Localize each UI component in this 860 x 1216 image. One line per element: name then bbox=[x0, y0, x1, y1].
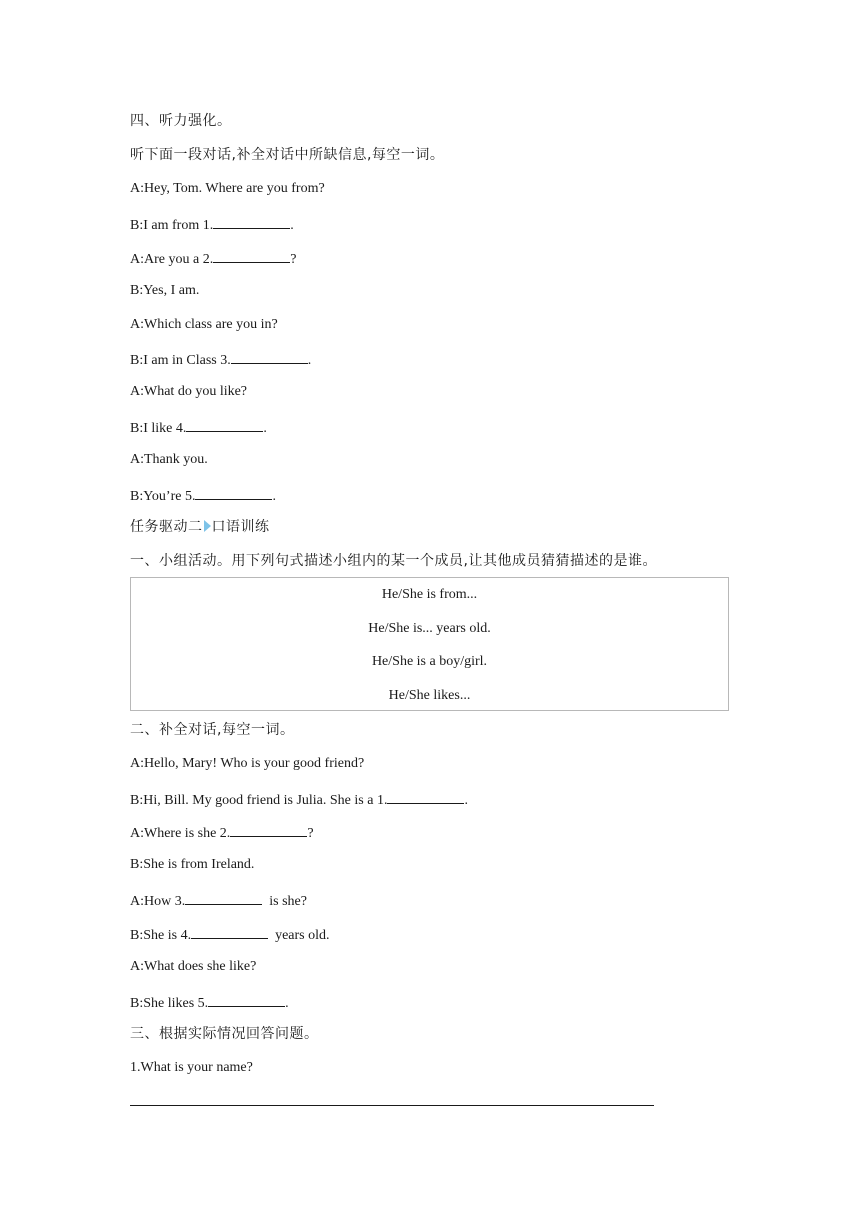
fill-blank[interactable] bbox=[208, 992, 285, 1007]
task-heading: 任务驱动二 口语训练 bbox=[130, 519, 270, 535]
part-heading: 二、补全对话,每空一词。 bbox=[130, 722, 295, 738]
fill-blank[interactable] bbox=[195, 485, 272, 500]
fill-blank[interactable] bbox=[213, 248, 290, 263]
dialogue-line: A:Which class are you in? bbox=[130, 317, 278, 332]
sentence-pattern: He/She likes... bbox=[388, 688, 471, 703]
section-heading: 四、听力强化。 bbox=[130, 113, 232, 129]
arrow-marker-icon bbox=[204, 520, 211, 532]
dialogue-line: A:What do you like? bbox=[130, 384, 248, 399]
fill-blank[interactable] bbox=[231, 349, 308, 364]
part-heading: 三、根据实际情况回答问题。 bbox=[130, 1026, 319, 1042]
instruction-text: 听下面一段对话,补全对话中所缺信息,每空一词。 bbox=[130, 147, 445, 163]
part-heading: 一、小组活动。用下列句式描述小组内的某一个成员,让其他成员猜猜描述的是谁。 bbox=[130, 553, 657, 569]
dialogue-line: B:I am from 1. . bbox=[130, 214, 294, 235]
fill-blank[interactable] bbox=[191, 924, 268, 939]
fill-blank[interactable] bbox=[230, 822, 307, 837]
dialogue-line: B:She is 4. years old. bbox=[130, 924, 330, 945]
dialogue-line: A:How 3. is she? bbox=[130, 890, 307, 911]
sentence-pattern: He/She is... years old. bbox=[368, 621, 491, 636]
dialogue-line: B:I am in Class 3. . bbox=[130, 349, 311, 370]
dialogue-line: A:Are you a 2. ? bbox=[130, 248, 296, 269]
dialogue-line: A:Hello, Mary! Who is your good friend? bbox=[130, 756, 365, 771]
sentence-pattern-box bbox=[130, 577, 729, 711]
fill-blank[interactable] bbox=[387, 789, 464, 804]
dialogue-line: B:Hi, Bill. My good friend is Julia. She is a 1. . bbox=[130, 789, 468, 810]
dialogue-line: B:I like 4. . bbox=[130, 417, 267, 438]
fill-blank[interactable] bbox=[185, 890, 262, 905]
dialogue-line: A:Thank you. bbox=[130, 452, 208, 467]
dialogue-line: B:She is from Ireland. bbox=[130, 857, 255, 872]
question-text: 1.What is your name? bbox=[130, 1060, 253, 1075]
dialogue-line: B:She likes 5. . bbox=[130, 992, 289, 1013]
fill-blank[interactable] bbox=[186, 417, 263, 432]
sentence-pattern: He/She is from... bbox=[381, 587, 478, 602]
dialogue-line: B:You’re 5. . bbox=[130, 485, 276, 506]
dialogue-line: B:Yes, I am. bbox=[130, 283, 200, 298]
dialogue-line: A:Hey, Tom. Where are you from? bbox=[130, 181, 325, 196]
answer-line[interactable] bbox=[130, 1105, 654, 1106]
sentence-pattern: He/She is a boy/girl. bbox=[371, 654, 488, 669]
fill-blank[interactable] bbox=[213, 214, 290, 229]
dialogue-line: A:What does she like? bbox=[130, 959, 257, 974]
dialogue-line: A:Where is she 2. ? bbox=[130, 822, 314, 843]
